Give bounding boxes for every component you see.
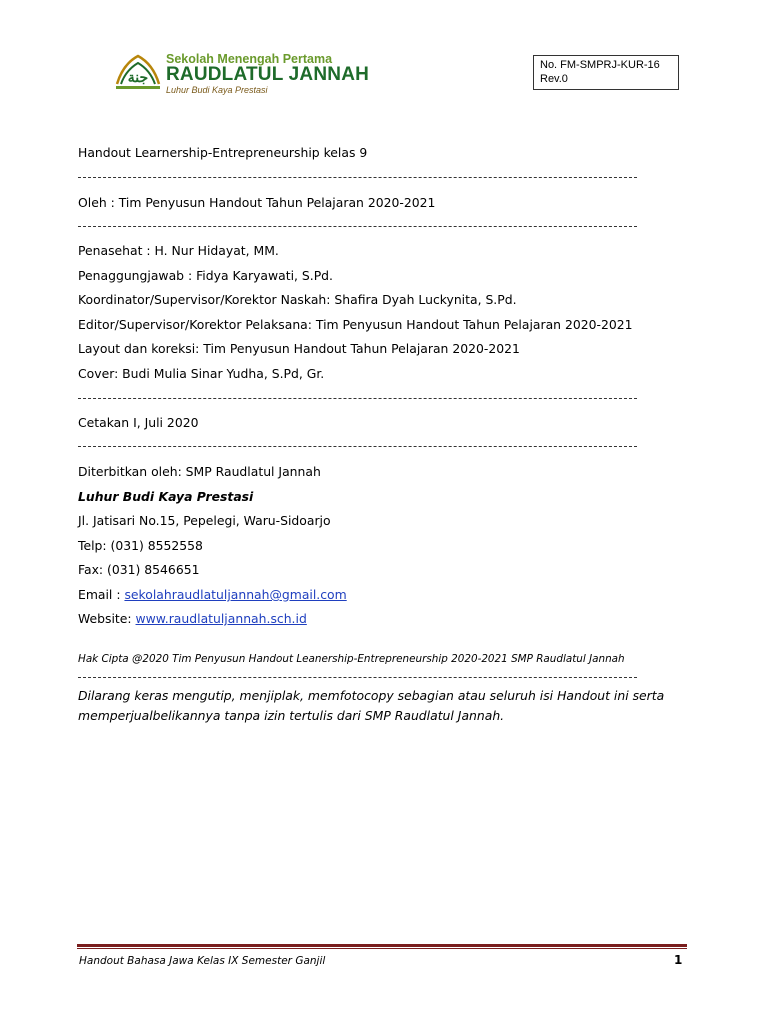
address-line: Jl. Jatisari No.15, Pepelegi, Waru-Sidoarjo bbox=[78, 513, 331, 528]
prohibition-notice-line-2: memperjualbelikannya tanpa izin tertulis dari SMP Raudlatul Jannah. bbox=[78, 708, 505, 723]
website-link[interactable]: www.raudlatuljannah.sch.id bbox=[135, 611, 307, 626]
credit-responsible: Penaggungjawab : Fidya Karyawati, S.Pd. bbox=[78, 268, 333, 283]
email-link[interactable]: sekolahraudlatuljannah@gmail.com bbox=[124, 587, 347, 602]
school-motto: Luhur Budi Kaya Prestasi bbox=[78, 489, 254, 504]
dashed-divider bbox=[78, 177, 637, 178]
handout-title: Handout Learnership-Entrepreneurship kelas 9 bbox=[78, 145, 368, 160]
phone-line: Telp: (031) 8552558 bbox=[78, 538, 203, 553]
publisher-line: Diterbitkan oleh: SMP Raudlatul Jannah bbox=[78, 464, 321, 479]
footer-rule-thick bbox=[77, 944, 687, 947]
dashed-divider bbox=[78, 446, 637, 447]
author-line: Oleh : Tim Penyusun Handout Tahun Pelajaran 2020-2021 bbox=[78, 195, 436, 210]
prohibition-notice-line-1: Dilarang keras mengutip, menjiplak, memfotocopy sebagian atau seluruh isi Handout ini serta bbox=[78, 688, 665, 703]
fax-line: Fax: (031) 8546651 bbox=[78, 562, 200, 577]
dashed-divider bbox=[78, 677, 637, 678]
email-line bbox=[78, 587, 347, 602]
page-number: 1 bbox=[674, 953, 683, 967]
credit-coordinator: Koordinator/Supervisor/Korektor Naskah: Shafira Dyah Luckynita, S.Pd. bbox=[78, 292, 517, 307]
document-number-box bbox=[533, 55, 679, 90]
email-label: Email : bbox=[78, 587, 125, 602]
svg-text:جنة: جنة bbox=[127, 70, 149, 86]
copyright-notice: Hak Cipta @2020 Tim Penyusun Handout Leanership-Entrepreneurship 2020-2021 SMP Raudlatul Jannah bbox=[78, 653, 625, 665]
dashed-divider bbox=[78, 226, 637, 227]
credit-editor: Editor/Supervisor/Korektor Pelaksana: Tim Penyusun Handout Tahun Pelajaran 2020-2021 bbox=[78, 317, 633, 332]
footer-rule-thin bbox=[77, 948, 687, 949]
edition-line: Cetakan I, Juli 2020 bbox=[78, 415, 199, 430]
credit-cover: Cover: Budi Mulia Sinar Yudha, S.Pd, Gr. bbox=[78, 366, 325, 381]
logo-school-name: RAUDLATUL JANNAH bbox=[166, 64, 370, 85]
logo-school-type: Sekolah Menengah Pertama bbox=[166, 52, 333, 66]
credit-layout: Layout dan koreksi: Tim Penyusun Handout Tahun Pelajaran 2020-2021 bbox=[78, 341, 520, 356]
document-revision: Rev.0 bbox=[540, 73, 568, 85]
footer-text: Handout Bahasa Jawa Kelas IX Semester Ganjil bbox=[79, 955, 326, 967]
logo-tagline: Luhur Budi Kaya Prestasi bbox=[166, 85, 268, 95]
credit-advisor: Penasehat : H. Nur Hidayat, MM. bbox=[78, 243, 279, 258]
school-logo-icon bbox=[113, 50, 163, 94]
document-number: No. FM-SMPRJ-KUR-16 bbox=[540, 59, 660, 71]
dashed-divider bbox=[78, 398, 637, 399]
website-label: Website: bbox=[78, 611, 136, 626]
website-line bbox=[78, 611, 307, 626]
